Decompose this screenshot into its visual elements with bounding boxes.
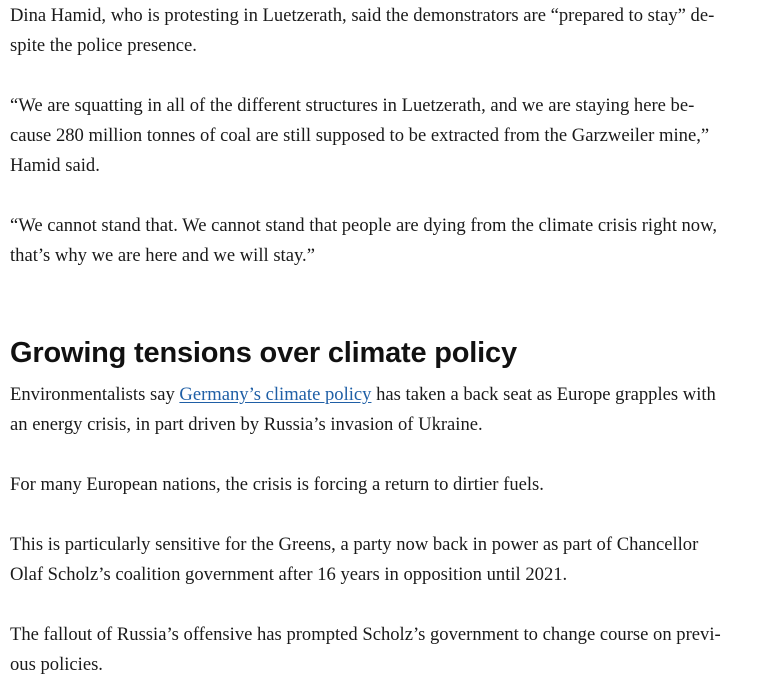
paragraph-line: [10, 380, 770, 410]
climate-policy-link[interactable]: Germany’s climate policy: [179, 384, 372, 405]
paragraph-dirtier-fuels: [10, 470, 770, 500]
paragraph-line: The fallout of Russia’s offensive has prompted Scholz’s government to change course on previ-: [10, 624, 721, 645]
paragraph-line: Olaf Scholz’s coalition government after 16 years in opposition until 2021.: [10, 564, 568, 585]
paragraph-line: For many European nations, the crisis is forcing a return to dirtier fuels.: [10, 474, 544, 495]
paragraph-text: Environmentalists say: [10, 384, 180, 405]
paragraph-line: ous policies.: [10, 654, 103, 675]
paragraph-line: cause 280 million tonnes of coal are still supposed to be extracted from the Garzweiler mine,”: [10, 125, 710, 146]
paragraph-squatting-quote: [10, 91, 770, 181]
paragraph-line: spite the police presence.: [10, 35, 197, 56]
paragraph-line: This is particularly sensitive for the Greens, a party now back in power as part of Chancellor: [10, 534, 699, 555]
paragraph-cannot-stand-quote: [10, 211, 770, 271]
paragraph-line: Hamid said.: [10, 155, 100, 176]
paragraph-text: has taken a back seat as Europe grapples with: [371, 384, 716, 405]
paragraph-fallout: [10, 620, 770, 680]
paragraph-line: an energy crisis, in part driven by Russia’s invasion of Ukraine.: [10, 414, 483, 435]
paragraph-environmentalists: [10, 380, 770, 440]
paragraph-line: “We are squatting in all of the different structures in Luetzerath, and we are staying here be-: [10, 95, 695, 116]
paragraph-greens: [10, 530, 770, 590]
paragraph-hamid-quote-intro: [10, 1, 770, 61]
paragraph-line: “We cannot stand that. We cannot stand that people are dying from the climate crisis right now,: [10, 215, 717, 236]
paragraph-line: Dina Hamid, who is protesting in Luetzerath, said the demonstrators are “prepared to stay” de-: [10, 5, 715, 26]
paragraph-line: that’s why we are here and we will stay.”: [10, 245, 315, 266]
section-heading: Growing tensions over climate policy: [10, 337, 517, 369]
